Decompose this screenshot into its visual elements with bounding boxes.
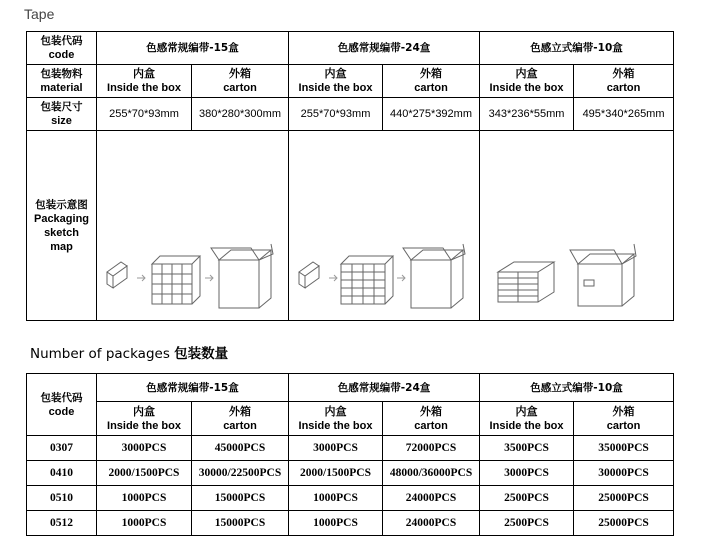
packaging-sketch-3 [480, 131, 674, 321]
code-cell: 0510 [27, 486, 97, 511]
section-title: Number of packages 包装数量 [30, 346, 229, 362]
quantity-cell: 1000PCS [97, 486, 192, 511]
table-row [27, 511, 674, 536]
quantity-cell: 3000PCS [289, 436, 383, 461]
inner-box-header: 内盒 Inside the box [97, 65, 192, 98]
packaging-diagram-icon [480, 234, 674, 314]
code-label-cell: 包装代码 code [27, 32, 97, 65]
quantity-cell: 35000PCS [574, 436, 674, 461]
inner-box-header: 内盒 Inside the box [480, 65, 574, 98]
size-cell: 255*70*93mm [289, 98, 383, 131]
quantity-cell: 3500PCS [480, 436, 574, 461]
inner-box-header: 内盒 Inside the box [289, 402, 383, 436]
quantity-cell: 15000PCS [192, 486, 289, 511]
inner-box-header: 内盒 Inside the box [480, 402, 574, 436]
size-cell: 255*70*93mm [97, 98, 192, 131]
quantity-cell: 72000PCS [383, 436, 480, 461]
sketch-label-cell: 包装示意图 Packaging sketch map [27, 131, 97, 321]
quantity-cell: 30000/22500PCS [192, 461, 289, 486]
size-cell: 495*340*265mm [574, 98, 674, 131]
code-label-cell: 包装代码 code [27, 374, 97, 436]
inner-box-header: 内盒 Inside the box [97, 402, 192, 436]
size-cell: 343*236*55mm [480, 98, 574, 131]
quantity-cell: 1000PCS [289, 486, 383, 511]
quantity-cell: 24000PCS [383, 511, 480, 536]
size-label-cell: 包装尺寸 size [27, 98, 97, 131]
quantity-cell: 30000PCS [574, 461, 674, 486]
quantity-cell: 15000PCS [192, 511, 289, 536]
quantity-cell: 1000PCS [97, 511, 192, 536]
carton-header: 外箱 carton [192, 65, 289, 98]
size-cell: 440*275*392mm [383, 98, 480, 131]
quantity-cell: 25000PCS [574, 511, 674, 536]
group-header: 色感常规编带-15盒 [97, 32, 289, 65]
group-header: 色感立式编带-10盒 [480, 32, 674, 65]
code-cell: 0307 [27, 436, 97, 461]
page-title: Tape [24, 6, 55, 22]
quantity-cell: 2000/1500PCS [289, 461, 383, 486]
code-cell: 0512 [27, 511, 97, 536]
quantity-cell: 24000PCS [383, 486, 480, 511]
quantity-cell: 25000PCS [574, 486, 674, 511]
quantity-cell: 2500PCS [480, 511, 574, 536]
material-label-cell: 包装物料 material [27, 65, 97, 98]
packaging-sketch-1 [97, 131, 289, 321]
packaging-sketch-2 [289, 131, 480, 321]
packaging-spec-table [26, 31, 674, 321]
carton-header: 外箱 carton [383, 65, 480, 98]
inner-box-header: 内盒 Inside the box [289, 65, 383, 98]
group-header: 色感立式编带-10盒 [480, 374, 674, 402]
size-cell: 380*280*300mm [192, 98, 289, 131]
group-header: 色感常规编带-15盒 [97, 374, 289, 402]
quantity-cell: 2500PCS [480, 486, 574, 511]
carton-header: 外箱 carton [383, 402, 480, 436]
quantity-cell: 48000/36000PCS [383, 461, 480, 486]
packaging-diagram-icon [289, 234, 479, 314]
group-header: 色感常规编带-24盒 [289, 32, 480, 65]
quantity-cell: 3000PCS [97, 436, 192, 461]
carton-header: 外箱 carton [574, 65, 674, 98]
quantity-cell: 2000/1500PCS [97, 461, 192, 486]
group-header: 色感常规编带-24盒 [289, 374, 480, 402]
packaging-diagram-icon [97, 234, 287, 314]
carton-header: 外箱 carton [192, 402, 289, 436]
quantity-cell: 45000PCS [192, 436, 289, 461]
table-row [27, 486, 674, 511]
table-row [27, 461, 674, 486]
package-quantity-table [26, 373, 674, 536]
table-row [27, 436, 674, 461]
code-cell: 0410 [27, 461, 97, 486]
carton-header: 外箱 carton [574, 402, 674, 436]
quantity-cell: 1000PCS [289, 511, 383, 536]
quantity-cell: 3000PCS [480, 461, 574, 486]
